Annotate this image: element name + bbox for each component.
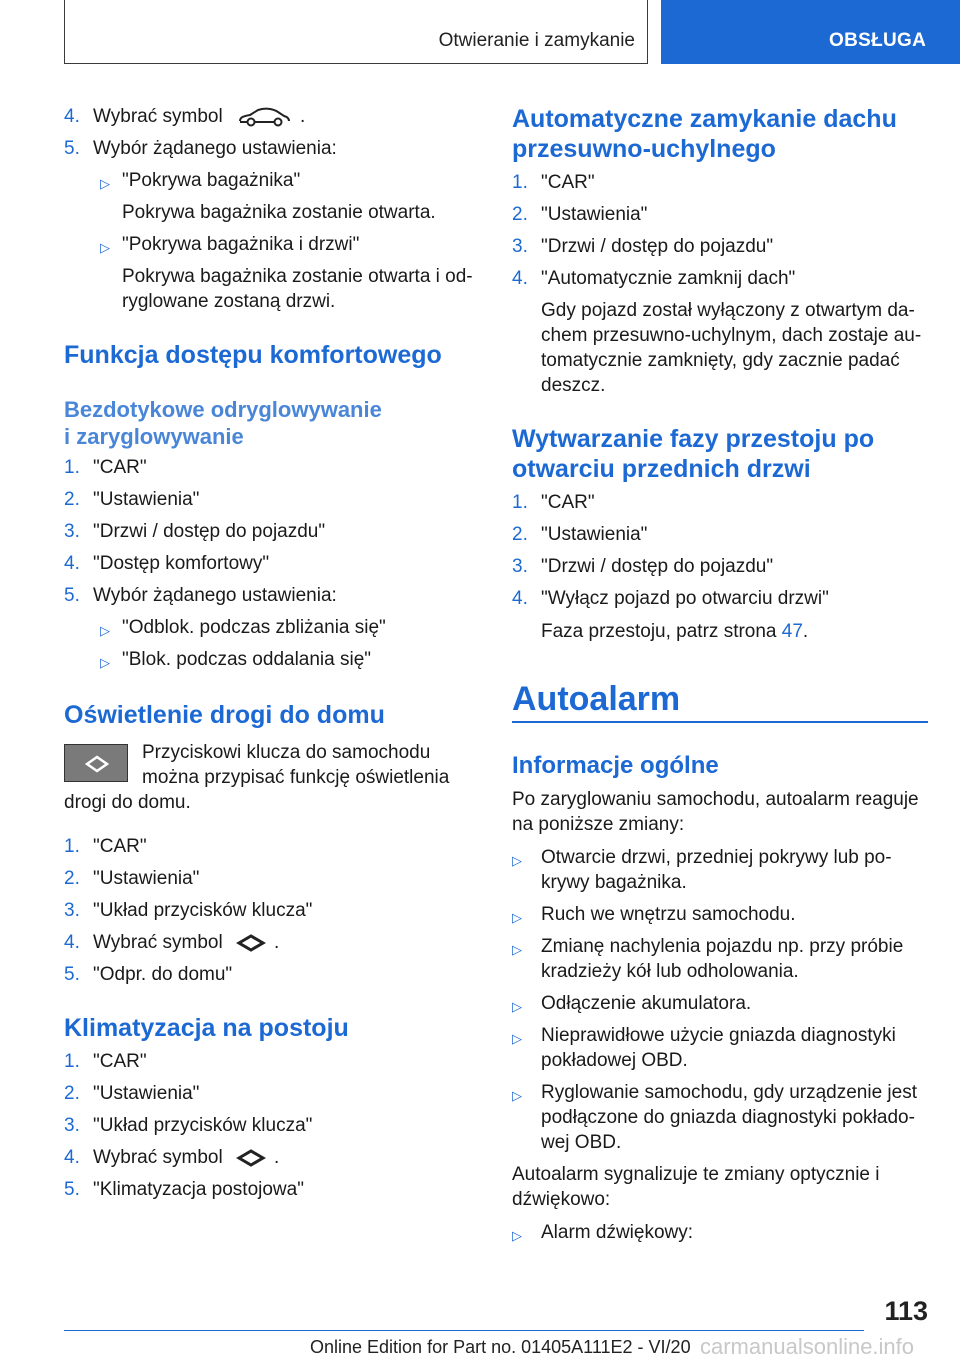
triangle-bullet-icon: ▷ (512, 853, 522, 868)
page-reference-link[interactable]: 47 (781, 621, 803, 642)
triangle-bullet-icon: ▷ (512, 1088, 522, 1103)
footer-edition: Online Edition for Part no. 01405A111E2 - VI/20 (310, 1337, 691, 1357)
heading-keyless-1: Bezdotykowe odryglowywanie (64, 397, 382, 422)
heading-keyless-2: i zaryglowywanie (64, 424, 244, 449)
heading-welcome-light: Oświetlenie drogi do domu (64, 701, 385, 729)
header-section-box (64, 0, 648, 64)
heading-general-info: Informacje ogólne (512, 752, 719, 779)
heading-standby-2: otwarciu przednich drzwi (512, 455, 811, 483)
triangle-bullet-icon: ▷ (512, 942, 522, 957)
heading-comfort-access: Funkcja dostępu komfortowego (64, 341, 442, 369)
triangle-bullet-icon: ▷ (512, 1031, 522, 1046)
diamond-icon (236, 933, 266, 953)
triangle-bullet-icon: ▷ (512, 999, 522, 1014)
heading-auto-roof-1: Automatyczne zamykanie dachu (512, 105, 897, 133)
heading-auto-roof-2: przesuwno-uchylnego (512, 135, 776, 163)
triangle-bullet-icon: ▷ (512, 910, 522, 925)
footer-rule (64, 1330, 864, 1331)
chapter-tab[interactable] (661, 0, 960, 64)
watermark: carmanualsonline.info (700, 1334, 915, 1359)
section-title: Otwieranie i zamykanie (438, 30, 635, 51)
diamond-icon (65, 745, 129, 783)
triangle-bullet-icon: ▷ (512, 1228, 522, 1243)
triangle-bullet-icon: ▷ (100, 176, 110, 191)
key-button-image (64, 744, 128, 782)
chapter-heading-autoalarm: Autoalarm (512, 680, 681, 718)
triangle-bullet-icon: ▷ (100, 240, 110, 255)
chapter-tab-label: OBSŁUGA (829, 30, 927, 51)
chapter-rule (512, 721, 928, 723)
heading-standby-1: Wytwarzanie fazy przestoju po (512, 425, 875, 453)
triangle-bullet-icon: ▷ (100, 655, 110, 670)
page-number: 113 (884, 1296, 928, 1326)
diamond-icon (236, 1148, 266, 1168)
triangle-bullet-icon: ▷ (100, 623, 110, 638)
car-icon (236, 106, 292, 128)
heading-parking-climate: Klimatyzacja na postoju (64, 1014, 349, 1042)
